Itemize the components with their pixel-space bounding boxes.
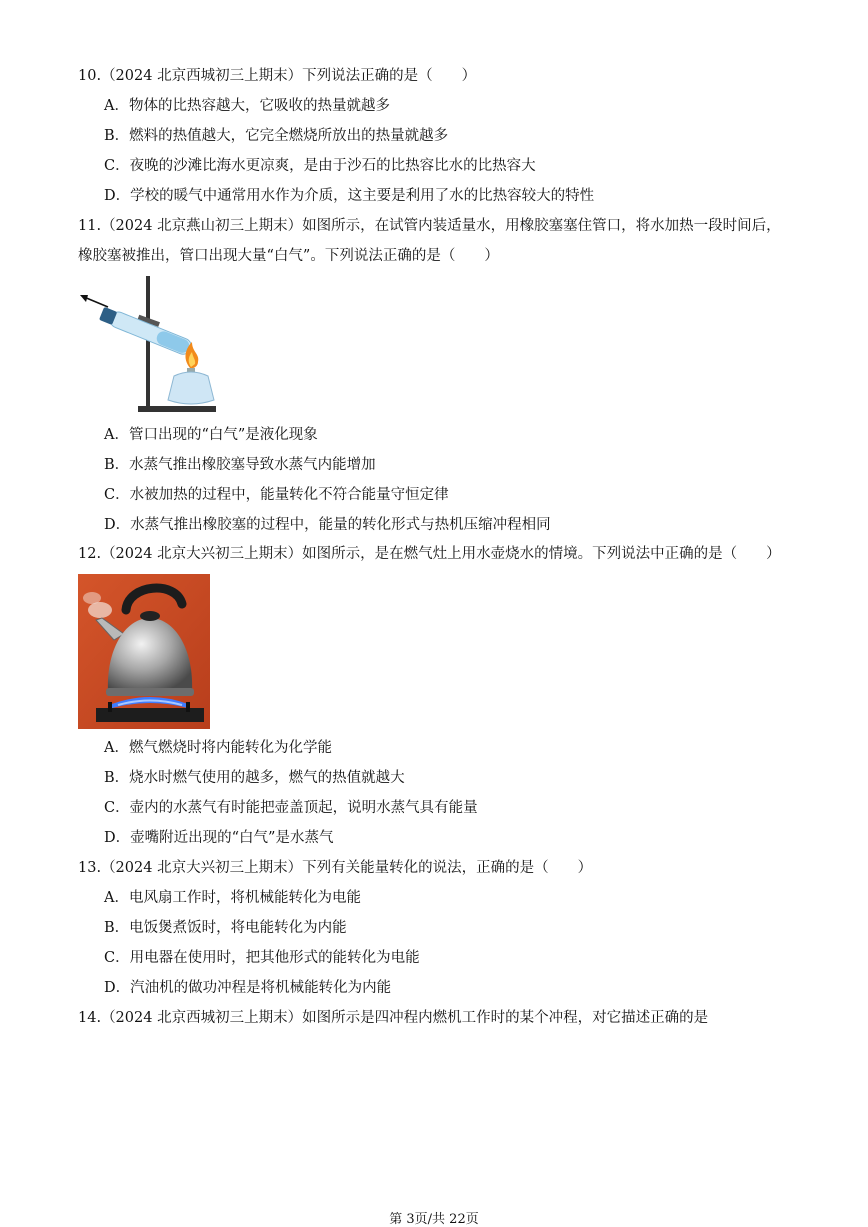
question-11-option-d[interactable]: D．水蒸气推出橡胶塞的过程中，能量的转化形式与热机压缩冲程相同 [104, 517, 551, 533]
question-11-option-b[interactable]: B．水蒸气推出橡胶塞导致水蒸气内能增加 [104, 457, 376, 473]
question-10-option-b[interactable]: B．燃料的热值越大，它完全燃烧所放出的热量就越多 [104, 128, 449, 144]
question-12-option-c[interactable]: C．壶内的水蒸气有时能把壶盖顶起，说明水蒸气具有能量 [104, 800, 478, 816]
alcohol-lamp [168, 372, 214, 404]
kettle-on-stove-photo [78, 574, 210, 729]
page-number-footer: 第 3页/共 22页 [389, 1212, 479, 1227]
question-11-stem-continued: 橡胶塞被推出，管口出现大量“白气”。下列说法正确的是（ ） [78, 248, 499, 264]
question-11-stem: 11.（2024 北京燕山初三上期末）如图所示，在试管内装适量水，用橡胶塞塞住管口，将水加热一段时间后， [78, 218, 781, 234]
question-10-option-d[interactable]: D．学校的暖气中通常用水作为介质，这主要是利用了水的比热容较大的特性 [104, 188, 595, 204]
test-tube-heating-figure [78, 272, 228, 417]
question-12-option-b[interactable]: B．烧水时燃气使用的越多，燃气的热值就越大 [104, 770, 405, 786]
question-14-stem: 14.（2024 北京西城初三上期末）如图所示是四冲程内燃机工作时的某个冲程，对它描述正确的是 [78, 1010, 709, 1026]
question-10-stem: 10.（2024 北京西城初三上期末）下列说法正确的是（ ） [78, 68, 477, 84]
question-11-option-c[interactable]: C．水被加热的过程中，能量转化不符合能量守恒定律 [104, 487, 449, 503]
question-11-option-a[interactable]: A．管口出现的“白气”是液化现象 [104, 427, 318, 443]
arrow-head-icon [80, 295, 88, 302]
question-13-stem: 13.（2024 北京大兴初三上期末）下列有关能量转化的说法，正确的是（ ） [78, 860, 593, 876]
steam [88, 602, 112, 618]
question-10-option-a[interactable]: A．物体的比热容越大，它吸收的热量就越多 [104, 98, 390, 114]
question-10-option-c[interactable]: C．夜晚的沙滩比海水更凉爽，是由于沙石的比热容比水的比热容大 [104, 158, 536, 174]
question-13-option-b[interactable]: B．电饭煲煮饭时，将电能转化为内能 [104, 920, 347, 936]
question-12-option-a[interactable]: A．燃气燃烧时将内能转化为化学能 [104, 740, 332, 756]
question-12-stem: 12.（2024 北京大兴初三上期末）如图所示，是在燃气灶上用水壶烧水的情境。下列说法中正确的是（ ） [78, 546, 781, 562]
stand-rod [146, 276, 150, 408]
question-12-option-d[interactable]: D．壶嘴附近出现的“白气”是水蒸气 [104, 830, 334, 846]
question-13-option-d[interactable]: D．汽油机的做功冲程是将机械能转化为内能 [104, 980, 392, 996]
question-13-option-a[interactable]: A．电风扇工作时，将机械能转化为电能 [104, 890, 361, 906]
arrow-line [84, 297, 108, 307]
question-13-option-c[interactable]: C．用电器在使用时，把其他形式的能转化为电能 [104, 950, 420, 966]
